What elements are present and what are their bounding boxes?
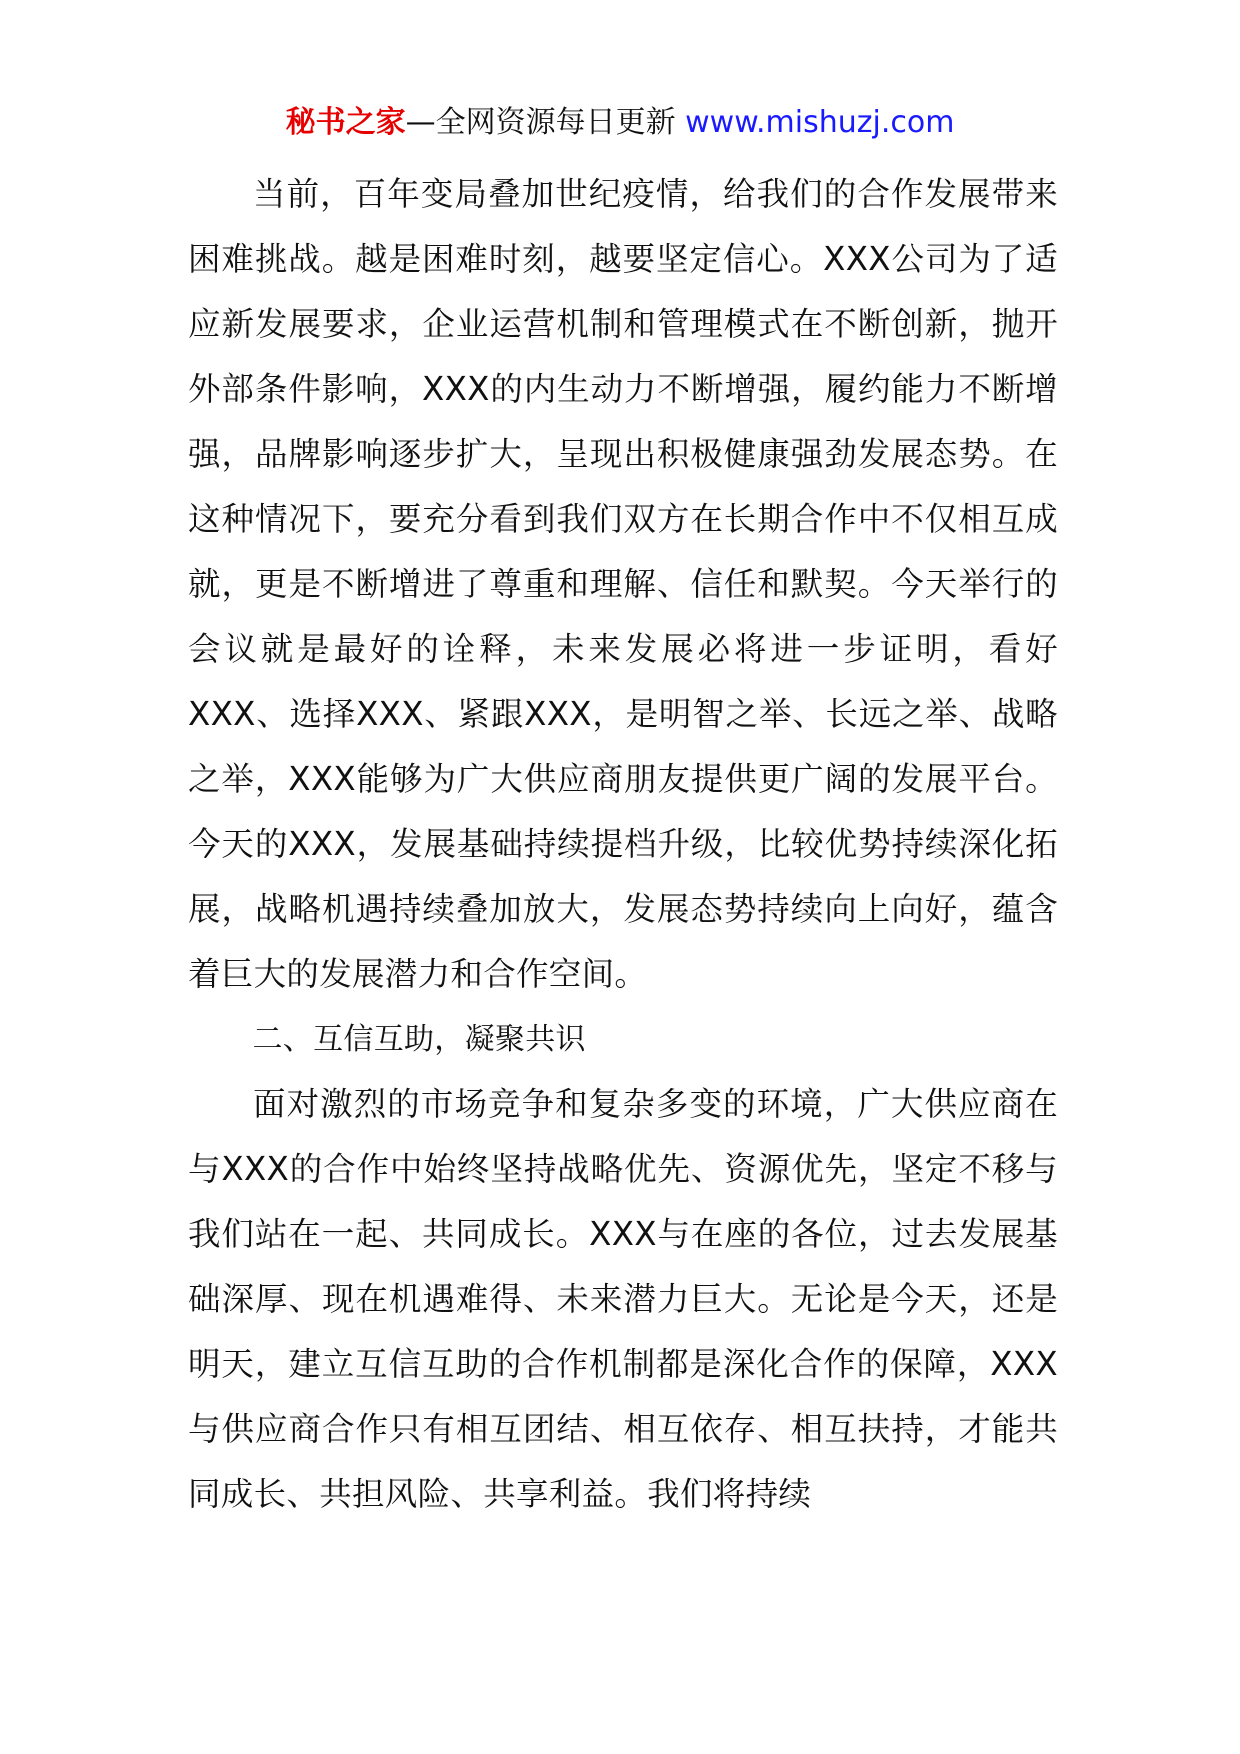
- paragraph: 当前，百年变局叠加世纪疫情，给我们的合作发展带来困难挑战。越是困难时刻，越要坚定信心。XXX公司为了适应新发展要求，企业运营机制和管理模式在不断创新，抛开外部条件影响，XXX的内生动力不断增强，履约能力不断增强，品牌影响逐步扩大，呈现出积极健康强劲发展态势。在这种情况下，要充分看到我们双方在长期合作中不仅相互成就，更是不断增进了尊重和理解、信任和默契。今天举行的会议就是最好的诠释，未来发展必将进一步证明，看好XXX、选择XXX、紧跟XXX，是明智之举、长远之举、战略之举，XXX能够为广大供应商朋友提供更广阔的发展平台。今天的XXX，发展基础持续提档升级，比较优势持续深化拓展，战略机遇持续叠加放大，发展态势持续向上向好，蕴含着巨大的发展潜力和合作空间。: [188, 175, 1058, 993]
- paragraph: 面对激烈的市场竞争和复杂多变的环境，广大供应商在与XXX的合作中始终坚持战略优先、资源优先，坚定不移与我们站在一起、共同成长。XXX与在座的各位，过去发展基础深厚、现在机遇难得、未来潜力巨大。无论是今天，还是明天，建立互信互助的合作机制都是深化合作的保障，XXX与供应商合作只有相互团结、相互依存、相互扶持，才能共同成长、共担风险、共享利益。我们将持续: [188, 1085, 1058, 1513]
- brand-name: 秘书之家: [285, 105, 406, 140]
- site-url[interactable]: www.mishuzj.com: [685, 105, 955, 140]
- page-header: [0, 100, 1240, 146]
- header-slogan: —全网资源每日更新: [405, 105, 676, 140]
- document-body: [188, 162, 1058, 1527]
- section-heading: 二、互信互助，凝聚共识: [252, 1022, 586, 1057]
